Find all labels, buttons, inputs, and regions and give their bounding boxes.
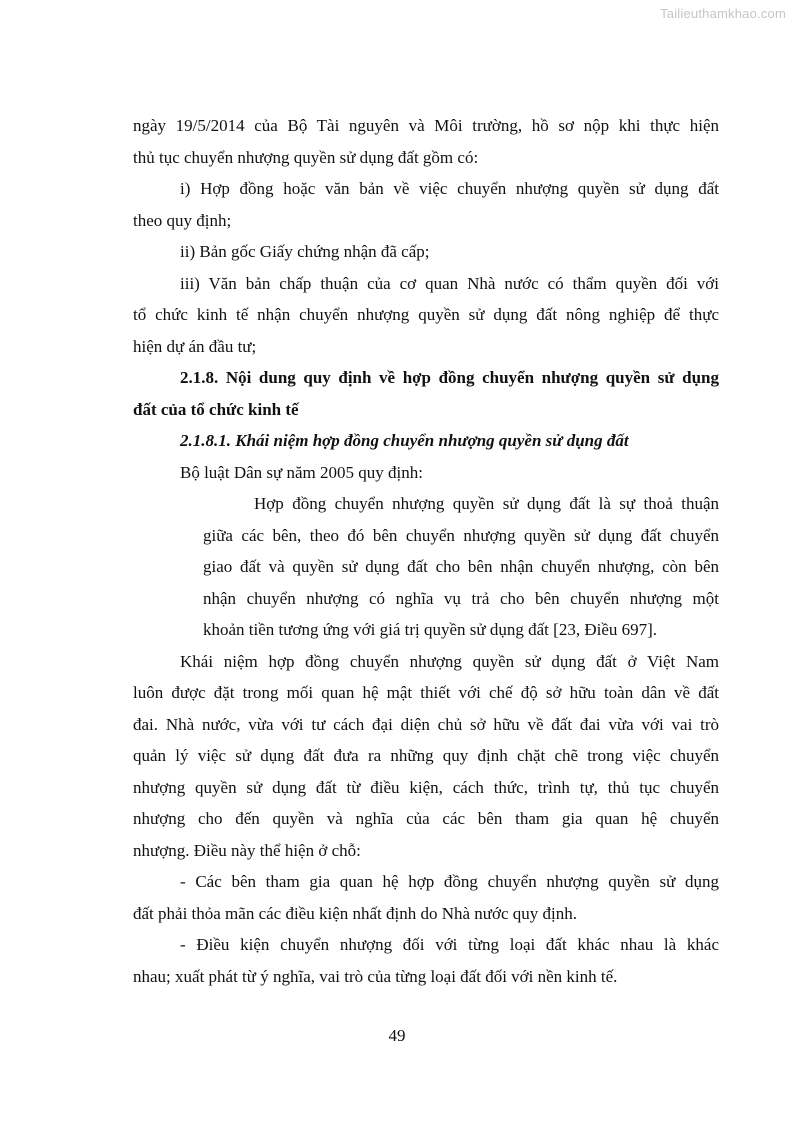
- text-line: thủ tục chuyển nhượng quyền sử dụng đất gồm có:: [133, 147, 479, 167]
- list-item-1: i) Hợp đồng hoặc văn bản về việc chuyển nhượng quyền sử dụng đất: [180, 179, 719, 198]
- section-heading-cont: đất của tổ chức kinh tế: [133, 399, 299, 419]
- text-line: nhượng. Điều này thể hiện ở chỗ:: [133, 840, 361, 860]
- text-line: đất phải thỏa mãn các điều kiện nhất định do Nhà nước quy định.: [133, 903, 578, 923]
- text-line: luôn được đặt trong mối quan hệ mật thiết với chế độ sở hữu toàn dân về đất: [133, 683, 719, 702]
- text-line: ngày 19/5/2014 của Bộ Tài nguyên và Môi trường, hồ sơ nộp khi thực hiện: [133, 116, 719, 135]
- quote-line: giữa các bên, theo đó bên chuyển nhượng quyền sử dụng đất chuyển: [203, 525, 719, 545]
- list-item-3: iii) Văn bản chấp thuận của cơ quan Nhà nước có thẩm quyền đối với: [180, 273, 719, 293]
- text-line: theo quy định;: [133, 210, 232, 230]
- text-line: Khái niệm hợp đồng chuyển nhượng quyền sử dụng đất ở Việt Nam: [180, 651, 719, 671]
- page-number: 49: [388, 1026, 406, 1045]
- quote-line: Hợp đồng chuyển nhượng quyền sử dụng đất là sự thoả thuận: [254, 494, 719, 513]
- document-body: [133, 110, 719, 992]
- quote-line: giao đất và quyền sử dụng đất cho bên nhận chuyển nhượng, còn bên: [203, 557, 719, 576]
- section-heading: 2.1.8. Nội dung quy định về hợp đồng chuyển nhượng quyền sử dụng: [180, 368, 719, 387]
- quote-line: nhận chuyển nhượng có nghĩa vụ trả cho bên chuyển nhượng một: [203, 588, 719, 608]
- text-line: nhượng cho đến quyền và nghĩa của các bên tham gia quan hệ chuyển: [133, 809, 719, 828]
- text-line: Bộ luật Dân sự năm 2005 quy định:: [180, 462, 423, 482]
- text-line: quản lý việc sử dụng đất đưa ra những quy định chặt chẽ trong việc chuyển: [133, 746, 719, 765]
- subsection-heading: 2.1.8.1. Khái niệm hợp đồng chuyển nhượng quyền sử dụng đất: [180, 431, 629, 450]
- list-item-2: ii) Bản gốc Giấy chứng nhận đã cấp;: [180, 242, 430, 261]
- watermark: Tailieuthamkhao.com: [660, 6, 786, 21]
- bullet-item: - Các bên tham gia quan hệ hợp đồng chuyển nhượng quyền sử dụng: [180, 872, 719, 891]
- text-line: tổ chức kinh tế nhận chuyển nhượng quyền sử dụng đất nông nghiệp để thực: [133, 305, 719, 324]
- quote-line: khoản tiền tương ứng với giá trị quyền sử dụng đất [23, Điều 697].: [203, 620, 658, 639]
- text-line: nhượng quyền sử dụng đất từ điều kiện, cách thức, trình tự, thủ tục chuyển: [133, 777, 719, 797]
- text-line: hiện dự án đầu tư;: [133, 336, 257, 356]
- bullet-item: - Điều kiện chuyển nhượng đối với từng loại đất khác nhau là khác: [180, 935, 719, 954]
- text-line: đai. Nhà nước, vừa với tư cách đại diện chủ sở hữu về đất đai vừa với vai trò: [133, 714, 719, 734]
- text-line: nhau; xuất phát từ ý nghĩa, vai trò của từng loại đất đối với nền kinh tế.: [133, 966, 618, 986]
